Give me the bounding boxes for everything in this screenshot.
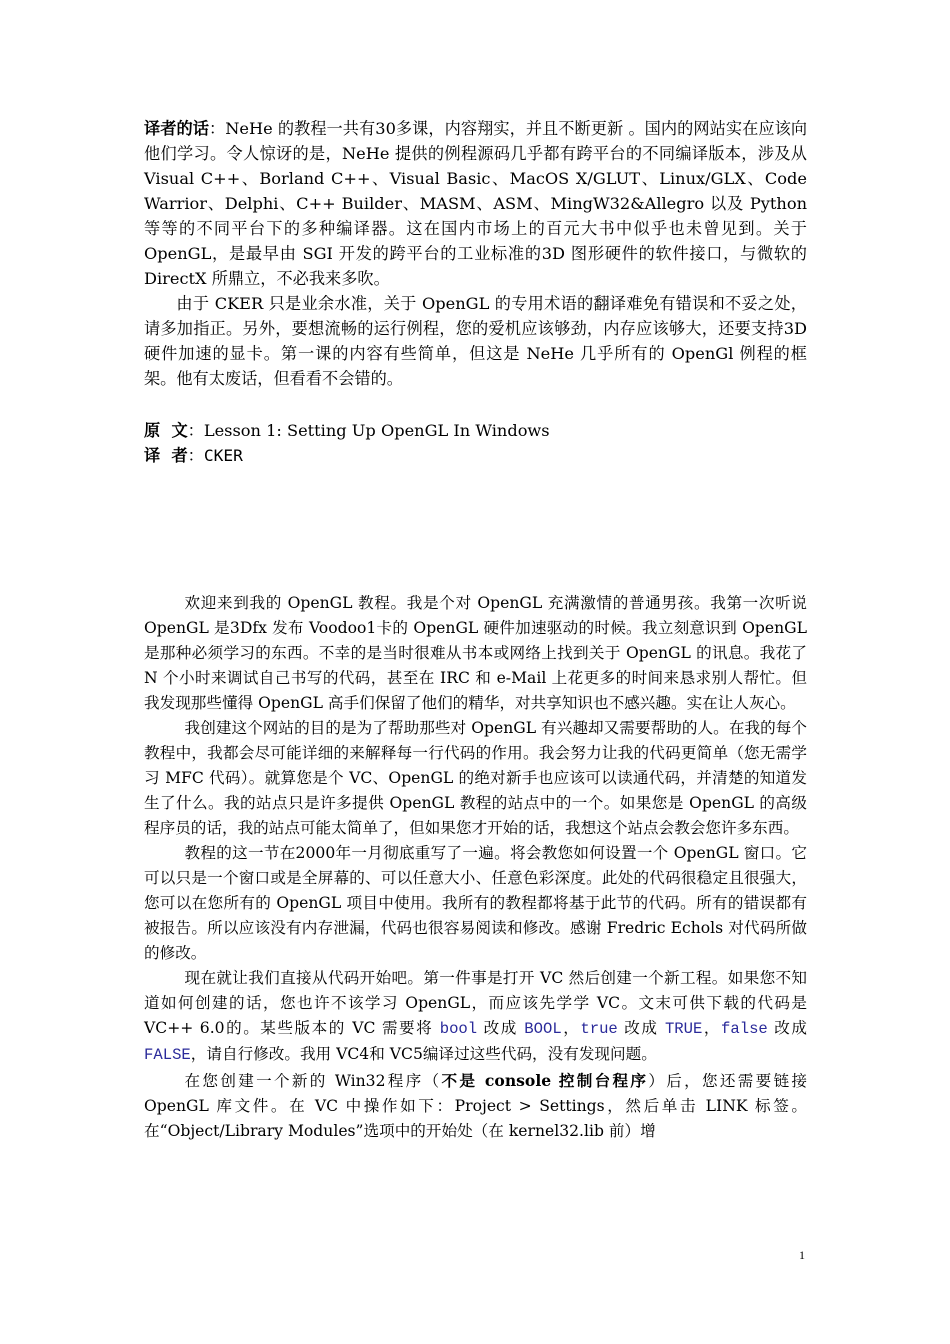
- body-paragraph-5: [144, 1068, 807, 1144]
- article-meta: [144, 418, 807, 468]
- original-label: 原 文: [144, 421, 188, 440]
- text-run: ，: [561, 1019, 581, 1037]
- text-run: 在您创建一个新的 Win32程序（: [184, 1072, 442, 1090]
- body-paragraph-1: 欢迎来到我的 OpenGL 教程。我是个对 OpenGL 充满激情的普通男孩。我第一次听说 OpenGL 是3Dfx 发布 Voodoo1卡的 OpenGL 硬件加速驱动的时候。我立刻意识到 OpenGL 是那种必须学习的东西。不幸的是当时很难从书本或网络上找到关于 OpenGL 的讯息。我花了 N 个小时来调试自己书写的代码，甚至在 IRC 和 e-Mail 上花更多的时间来恳求别人帮忙。但我发现那些懂得 OpenGL 高手们保留了他们的精华，对共享知识也不感兴趣。实在让人灰心。: [144, 594, 807, 712]
- label-colon: ：: [187, 446, 204, 465]
- text-run: 改成: [477, 1019, 525, 1037]
- code-keyword-FALSE: FALSE: [144, 1046, 191, 1064]
- translator-label: 译 者: [144, 446, 188, 465]
- text-run: 改成: [767, 1019, 807, 1037]
- text-run: ）后，您还需要链接 OpenGL 库文件。在 VC 中操作如下：Project > Settings，然后单击 LINK 标签。在“Object/Library Modules”选项中的开始处（在 kernel32.lib 前）增: [144, 1072, 807, 1140]
- code-keyword-BOOL: BOOL: [524, 1020, 562, 1038]
- text-run: 现在就让我们直接从代码开始吧。第一件事是打开 VC 然后创建一个新工程。如果您不知道如何创建的话，您也许不该学习 OpenGL，而应该先学学 VC。文末可供下载的代码是 VC++ 6.0的。某些版本的 VC 需要将: [144, 969, 807, 1037]
- text-run: ，: [702, 1019, 721, 1037]
- body-paragraph-3: 教程的这一节在2000年一月彻底重写了一遍。将会教您如何设置一个 OpenGL 窗口。它可以只是一个窗口或是全屏幕的、可以任意大小、任意色彩深度。此处的代码很稳定且很强大，您可以在您所有的 OpenGL 项目中使用。我所有的教程都将基于此节的代码。所有的错误都有被报告。所以应该没有内存泄漏，代码也很容易阅读和修改。感谢 Fredric Echols 对代码所做的修改。: [144, 844, 807, 962]
- emphasis-not-console: 不是 console 控制台程序: [441, 1071, 649, 1090]
- lesson-body: [144, 591, 807, 1144]
- translator-note: [144, 116, 807, 391]
- intro-paragraph-2: 由于 CKER 只是业余水准，关于 OpenGL 的专用术语的翻译难免有错误和不妥之处，请多加指正。另外，要想流畅的运行例程，您的爱机应该够劲，内存应该够大，还要支持3D 硬件加速的显卡。第一课的内容有些简单，但这是 NeHe 几乎所有的 OpenGl 例程的框架。他有太废话，但看看不会错的。: [144, 294, 807, 388]
- original-title: Lesson 1: Setting Up OpenGL In Windows: [203, 421, 550, 440]
- translator-line: [144, 443, 807, 468]
- label-colon: ：: [208, 119, 226, 138]
- code-keyword-TRUE: TRUE: [664, 1020, 703, 1038]
- body-paragraph-2: 我创建这个网站的目的是为了帮助那些对 OpenGL 有兴趣却又需要帮助的人。在我的每个教程中，我都会尽可能详细的来解释每一行代码的作用。我会努力让我的代码更简单（您无需学习 MFC 代码）。就算您是个 VC、OpenGL 的绝对新手也应该可以读通代码，并清楚的知道发生了什么。我的站点只是许多提供 OpenGL 教程的站点中的一个。如果您是 OpenGL 的高级程序员的话，我的站点可能太简单了，但如果您才开始的话，我想这个站点会教会您许多东西。: [144, 719, 807, 837]
- intro-text-1: NeHe 的教程一共有30多课，内容翔实，并且不断更新 。国内的网站实在应该向他们学习。令人惊讶的是，NeHe 提供的例程源码几乎都有跨平台的不同编译版本，涉及从 Visual C++、Borland C++、Visual Basic、MacOS X/GLUT、Linux/GLX、Code Warrior、Delphi、C++ Builder、MASM、ASM、MingW32&Allegro 以及 Python 等等的不同平台下的多种编译器。这在国内市场上的百元大书中似乎也未曾见到。关于 OpenGL，是最早由 SGI 开发的跨平台的工业标准的3D 图形硬件的软件接口，与微软的 DirectX 所鼎立，不必我来多吹。: [144, 119, 808, 288]
- text-run: 改成: [617, 1019, 665, 1037]
- code-keyword-bool: bool: [439, 1020, 478, 1038]
- page-number: 1: [799, 1248, 805, 1262]
- translator-name: CKER: [203, 446, 243, 465]
- body-paragraph-4: [144, 966, 807, 1068]
- code-keyword-false: false: [721, 1020, 768, 1038]
- text-run: ，请自行修改。我用 VC4和 VC5编译过这些代码，没有发现问题。: [190, 1045, 657, 1063]
- label-colon: ：: [187, 421, 204, 440]
- intro-paragraph-1: [144, 116, 807, 291]
- translator-note-label: 译者的话: [144, 119, 209, 138]
- code-keyword-true: true: [580, 1020, 618, 1038]
- original-line: [144, 418, 807, 443]
